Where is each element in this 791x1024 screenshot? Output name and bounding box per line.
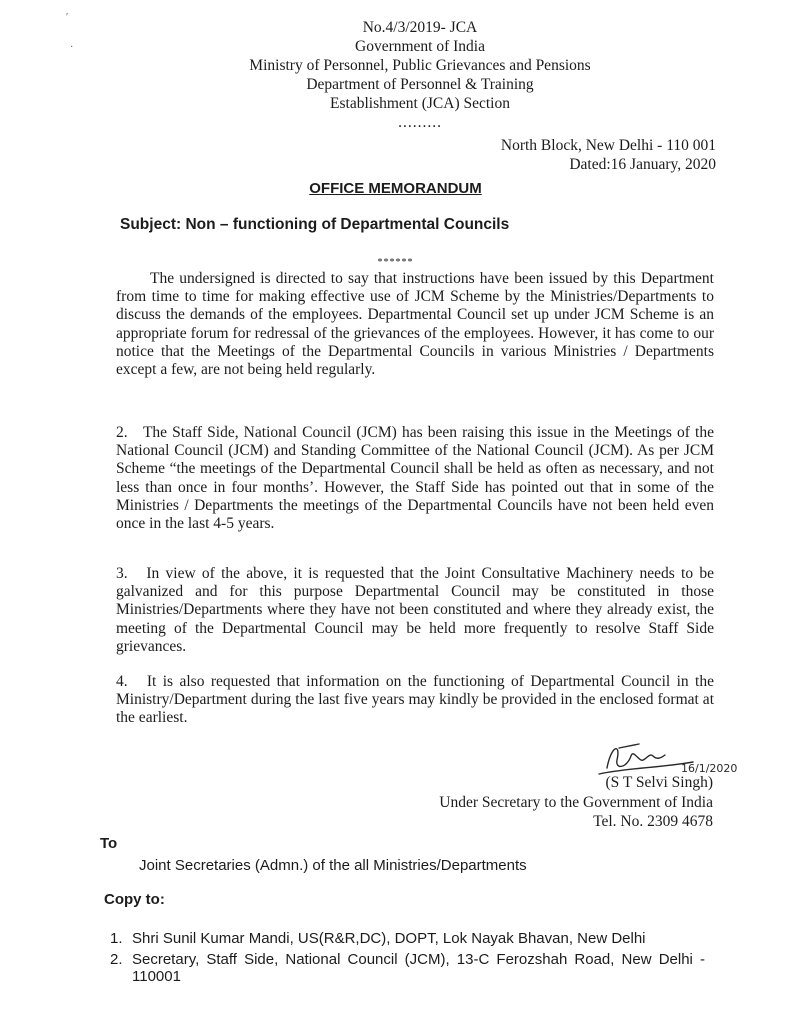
paragraph-2 <box>116 424 714 533</box>
section-line: Establishment (JCA) Section <box>330 95 510 112</box>
file-number: No.4/3/2019- JCA <box>362 19 478 36</box>
header-dots: ......... <box>398 114 442 131</box>
paragraph-number: 2. <box>116 424 128 441</box>
paragraph-4 <box>116 673 714 728</box>
list-number: 1. <box>110 930 123 947</box>
paragraph-text: It is also requested that information on the functioning of Departmental Council in the Ministry/Department during the last five years may kindly be provided in the enclosed format at the earliest. <box>116 673 714 727</box>
copy-to-label: Copy to: <box>104 891 165 908</box>
separator-stars: ****** <box>377 257 414 268</box>
signatory-telephone: Tel. No. 2309 4678 <box>593 813 713 830</box>
list-item <box>110 930 705 948</box>
paragraph-text: The undersigned is directed to say that instructions have been issued by this Department from time to time for making effective use of JCM Scheme by the Ministries/Departments to discuss the demands of the employees. Departmental Council set up under JCM Scheme is an appropriate forum for redressal of the grievances of the employees. However, it has come to our notice that the Meetings of the Departmental Councils in various Ministries / Departments except a few, are not being held regularly. <box>116 270 714 379</box>
list-number: 2. <box>110 950 123 968</box>
list-text: Secretary, Staff Side, National Council (JCM), 13-C Ferozshah Road, New Delhi - 110001 <box>132 950 705 985</box>
dated-value: 16 January, 2020 <box>610 156 716 173</box>
paragraph-text: The Staff Side, National Council (JCM) has been raising this issue in the Meetings of the National Council (JCM) and Standing Committee of the National Council (JCM). As per JCM Scheme “the meetings of the Departmental Council shall be held as often as necessary, and not less than once in four months’. However, the Staff Side has pointed out that in some of the Ministries / Departments the meetings of the Departmental Councils have not been held even once in the last 4-5 years. <box>116 424 714 533</box>
paragraph-1 <box>116 270 714 379</box>
list-text: Shri Sunil Kumar Mandi, US(R&R,DC), DOPT, Lok Nayak Bhavan, New Delhi <box>132 930 646 947</box>
signature-block <box>439 773 713 832</box>
signatory-name: (S T Selvi Singh) <box>605 774 713 791</box>
paragraph-text: In view of the above, it is requested that the Joint Consultative Machinery needs to be galvanized and for this purpose Departmental Council may be constituted in those Ministries/Departments where they have not been constituted and where they already exist, the meeting of the Departmental Council may be held more frequently to resolve Staff Side grievances. <box>116 565 714 655</box>
signatory-designation: Under Secretary to the Government of India <box>439 793 713 811</box>
department-line: Department of Personnel & Training <box>306 76 534 93</box>
letterhead <box>180 18 660 132</box>
copy-list <box>110 930 705 989</box>
memo-title: OFFICE MEMORANDUM <box>309 180 482 197</box>
paragraph-3 <box>116 565 714 656</box>
scan-mark: · <box>70 42 74 53</box>
subject-line: Subject: Non – functioning of Departmental Councils <box>120 216 510 233</box>
list-item <box>110 951 705 986</box>
handwritten-date: 16/1/2020 <box>681 762 738 775</box>
government-line: Government of India <box>355 38 485 55</box>
addressee: Joint Secretaries (Admn.) of the all Ministries/Departments <box>139 857 527 874</box>
paragraph-number: 4. <box>116 673 128 690</box>
ministry-line: Ministry of Personnel, Public Grievances and Pensions <box>249 57 591 74</box>
dated-label: Dated: <box>569 156 611 173</box>
to-label: To <box>100 835 118 852</box>
place-date-block <box>501 136 716 174</box>
office-address: North Block, New Delhi - 110 001 <box>500 137 716 154</box>
scan-mark: ʹ <box>66 12 69 23</box>
paragraph-number: 3. <box>116 565 128 582</box>
dated-line <box>501 155 716 174</box>
